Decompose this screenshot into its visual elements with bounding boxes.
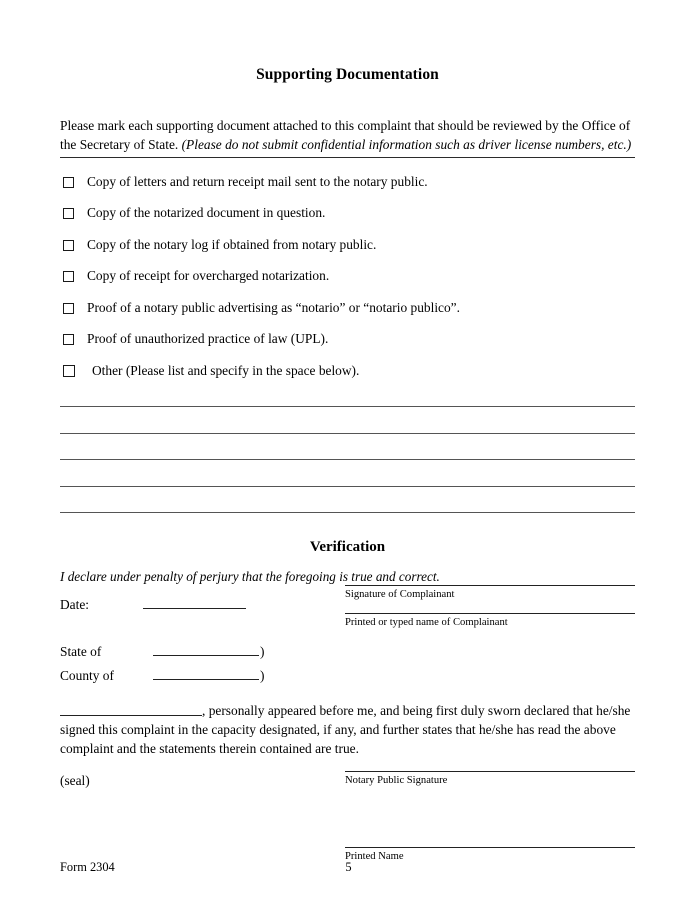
complainant-signature-caption: Signature of Complainant bbox=[345, 589, 455, 601]
checklist-item-label: Proof of a notary public advertising as “notario” or “notario publico”. bbox=[87, 299, 460, 315]
notary-block-spacer bbox=[345, 800, 635, 847]
checklist-item-label: Copy of the notarized document in question. bbox=[87, 205, 326, 221]
state-input-line[interactable] bbox=[153, 643, 259, 656]
complainant-signature-block bbox=[345, 585, 635, 601]
checklist-item-label: Copy of receipt for overcharged notarization. bbox=[87, 268, 330, 284]
checkbox-icon[interactable] bbox=[63, 271, 74, 282]
write-in-line[interactable] bbox=[60, 433, 635, 434]
notary-signature-block bbox=[345, 771, 635, 787]
field-spacer bbox=[60, 620, 350, 643]
notary-signature-caption: Notary Public Signature bbox=[345, 775, 448, 787]
sworn-statement-text: , personally appeared before me, and being first duly sworn declared that he/she signed this complaint in the capacity designated, if any, and further states that he/she has read the above complaint and the statements therein contained are true. bbox=[60, 703, 631, 756]
verification-left-column bbox=[60, 596, 350, 691]
checklist-item-letters-return-receipt[interactable] bbox=[60, 174, 635, 190]
verification-right-column bbox=[345, 585, 635, 641]
checkbox-icon[interactable] bbox=[63, 240, 74, 251]
page-title: Supporting Documentation bbox=[256, 66, 439, 83]
perjury-declaration: I declare under penalty of perjury that the foregoing is true and correct. bbox=[60, 569, 440, 585]
checklist-item-other[interactable] bbox=[60, 363, 635, 379]
page-number: 5 bbox=[345, 860, 352, 874]
checklist-item-notario-advertising[interactable] bbox=[60, 300, 635, 316]
checklist-item-label: Copy of the notary log if obtained from notary public. bbox=[87, 236, 377, 252]
county-close-paren: ) bbox=[260, 668, 265, 684]
state-label: State of bbox=[60, 644, 102, 660]
write-in-line[interactable] bbox=[60, 459, 635, 460]
checklist-item-overcharge-receipt[interactable] bbox=[60, 268, 635, 284]
sworn-statement-paragraph bbox=[60, 692, 635, 758]
seal-label: (seal) bbox=[60, 773, 90, 789]
verification-heading: Verification bbox=[309, 539, 386, 556]
checkbox-icon[interactable] bbox=[63, 208, 74, 219]
write-in-line[interactable] bbox=[60, 406, 635, 407]
form-number: Form 2304 bbox=[60, 860, 115, 874]
date-label: Date: bbox=[60, 597, 89, 613]
checklist-item-label: Copy of letters and return receipt mail sent to the notary public. bbox=[87, 173, 428, 189]
complainant-printed-name-caption: Printed or typed name of Complainant bbox=[345, 617, 508, 629]
appearer-name-input-line[interactable] bbox=[60, 703, 202, 716]
checkbox-icon[interactable] bbox=[63, 177, 74, 188]
intro-paragraph bbox=[60, 84, 635, 158]
checklist-item-notarized-document[interactable] bbox=[60, 205, 635, 221]
verification-fields bbox=[60, 585, 635, 692]
notary-printed-name-caption: Printed Name bbox=[345, 850, 404, 862]
supporting-document-checklist bbox=[60, 158, 635, 380]
checkbox-icon[interactable] bbox=[63, 365, 75, 377]
date-field-row bbox=[60, 596, 350, 613]
page-footer bbox=[60, 860, 635, 880]
county-field-row bbox=[60, 667, 350, 684]
checklist-item-unauthorized-practice-of-law[interactable] bbox=[60, 331, 635, 347]
checklist-item-notary-log[interactable] bbox=[60, 237, 635, 253]
intro-italic-note: (Please do not submit confidential information such as driver license numbers, etc.) bbox=[181, 136, 632, 152]
date-input-line[interactable] bbox=[143, 596, 246, 609]
checkbox-icon[interactable] bbox=[63, 303, 74, 314]
state-field-row bbox=[60, 643, 350, 660]
write-in-line[interactable] bbox=[60, 486, 635, 487]
other-description-write-in-area bbox=[60, 379, 635, 513]
county-label: County of bbox=[60, 668, 114, 684]
county-input-line[interactable] bbox=[153, 667, 259, 680]
complainant-printed-name-block bbox=[345, 613, 635, 629]
checkbox-icon[interactable] bbox=[63, 334, 74, 345]
checklist-item-label: Other (Please list and specify in the space below). bbox=[92, 363, 360, 378]
checklist-item-label: Proof of unauthorized practice of law (UPL). bbox=[87, 331, 329, 347]
state-close-paren: ) bbox=[260, 644, 265, 660]
intro-plain-text: Please mark each supporting document attached to this complaint that should be reviewed by the Office of the Secretary of State. bbox=[60, 118, 631, 152]
